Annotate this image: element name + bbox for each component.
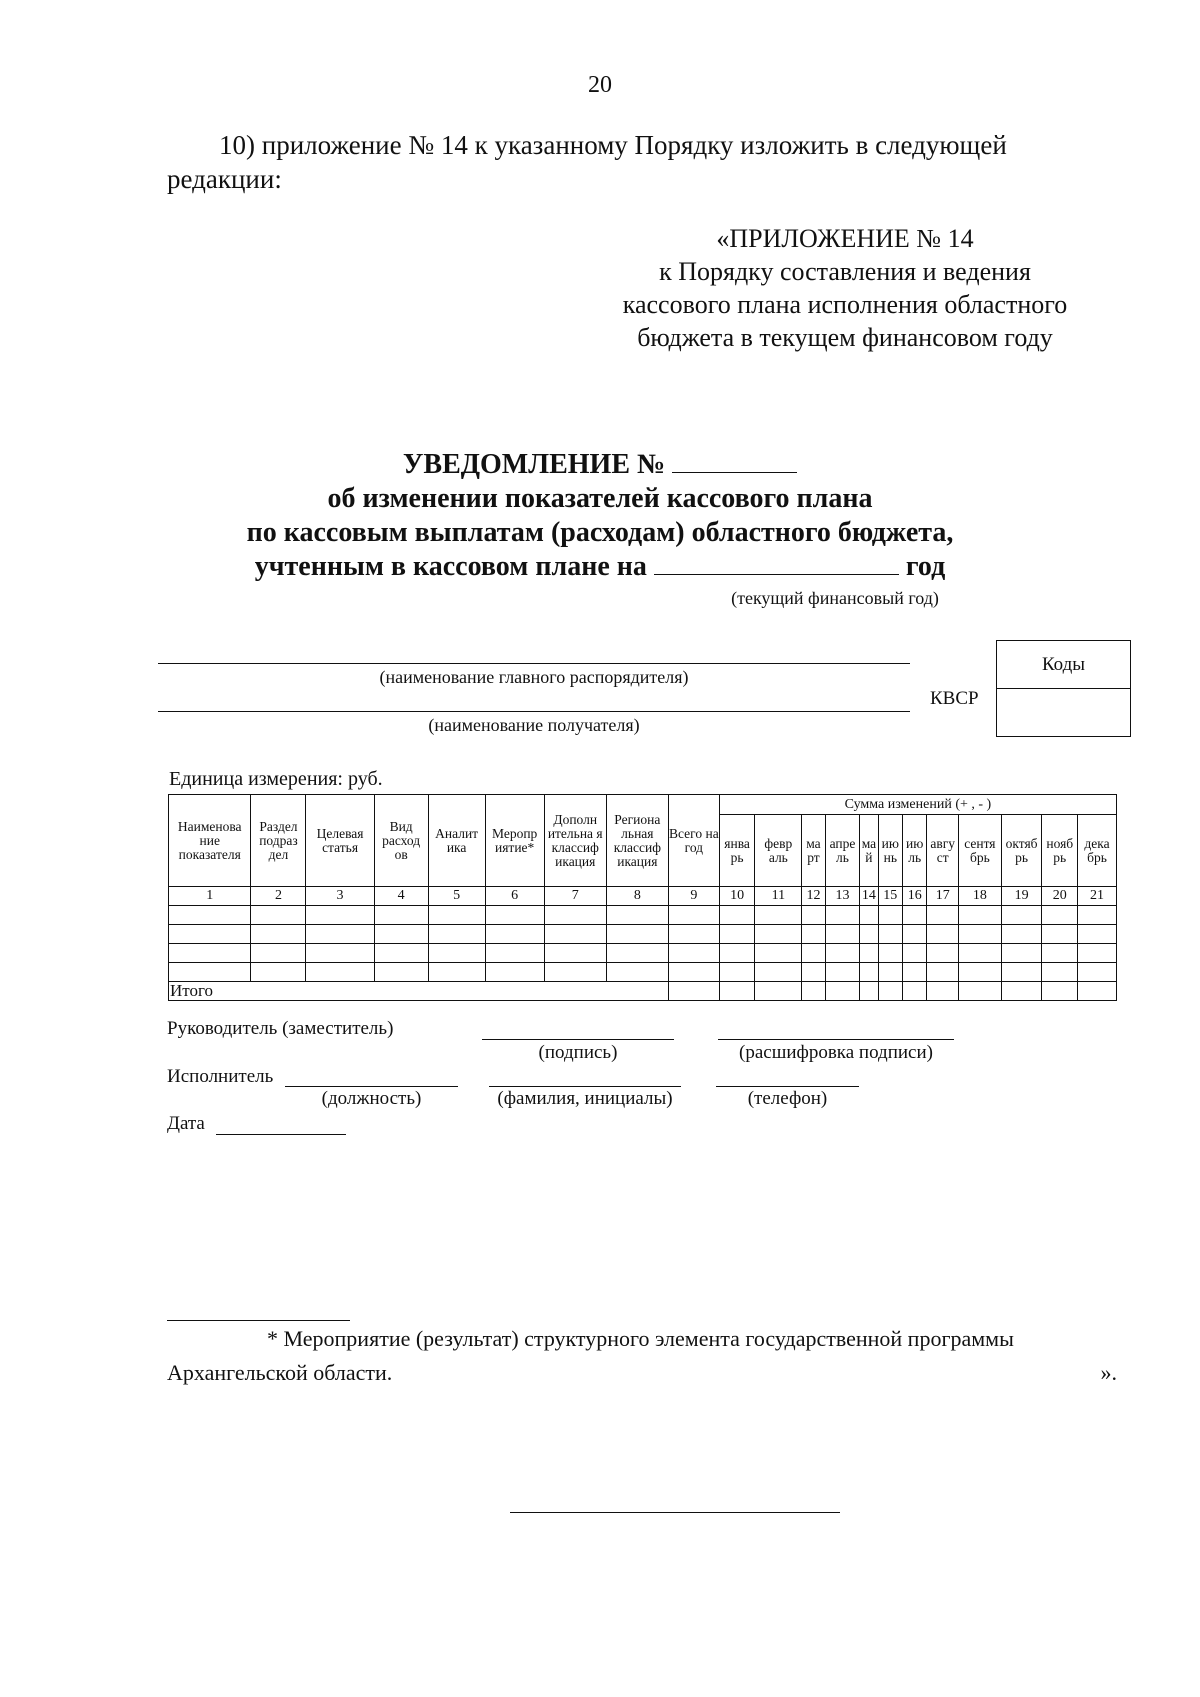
column-number-cell: 17 <box>927 887 959 906</box>
executor-label: Исполнитель <box>167 1066 274 1087</box>
name-caption: (фамилия, инициалы) <box>497 1088 673 1109</box>
table-cell[interactable] <box>306 906 374 925</box>
table-cell[interactable] <box>802 925 825 944</box>
table-cell[interactable] <box>485 906 544 925</box>
footnote <box>167 1322 1117 1390</box>
table-cell[interactable] <box>927 925 959 944</box>
table-cell[interactable] <box>719 963 755 982</box>
table-cell[interactable] <box>903 963 927 982</box>
notice-title: УВЕДОМЛЕНИЕ № <box>402 449 666 480</box>
column-number-cell: 11 <box>755 887 802 906</box>
column-number-cell: 5 <box>428 887 485 906</box>
table-cell[interactable] <box>1001 944 1042 963</box>
table-cell[interactable] <box>719 906 755 925</box>
table-cell[interactable] <box>668 944 719 963</box>
total-row <box>169 982 1117 1001</box>
table-cell[interactable] <box>958 944 1001 963</box>
main-manager-caption: (наименование главного распорядителя) <box>379 667 689 687</box>
table-row[interactable] <box>169 963 1117 982</box>
table-cell[interactable] <box>668 906 719 925</box>
table-cell[interactable] <box>755 963 802 982</box>
column-number-cell: 2 <box>251 887 306 906</box>
table-cell[interactable] <box>958 925 1001 944</box>
executor-phone-line[interactable] <box>716 1086 859 1087</box>
table-cell[interactable] <box>903 906 927 925</box>
codes-header: Коды <box>997 641 1130 689</box>
total-cell[interactable] <box>903 982 927 1001</box>
total-cell[interactable] <box>958 982 1001 1001</box>
table-header-row <box>169 795 1117 815</box>
column-number-cell: 14 <box>860 887 878 906</box>
notice-line-2: об изменении показателей кассового плана <box>327 483 873 514</box>
intro-paragraph <box>167 128 1117 196</box>
total-cell[interactable] <box>1078 982 1117 1001</box>
table-cell[interactable] <box>1042 944 1078 963</box>
table-cell[interactable] <box>1078 906 1117 925</box>
col-indicator-name: Наименова ние показателя <box>169 795 251 887</box>
col-month-oct: октяб рь <box>1001 815 1042 887</box>
table-cell[interactable] <box>374 963 428 982</box>
table-cell[interactable] <box>428 906 485 925</box>
appendix-line-4: бюджета в текущем финансовом году <box>637 323 1053 352</box>
table-cell[interactable] <box>1042 963 1078 982</box>
column-number-cell: 10 <box>719 887 755 906</box>
table-cell[interactable] <box>428 944 485 963</box>
table-cell[interactable] <box>860 963 878 982</box>
table-cell[interactable] <box>719 944 755 963</box>
appendix-line-2: к Порядку составления и ведения <box>659 257 1031 286</box>
total-cell[interactable] <box>860 982 878 1001</box>
head-label: Руководитель (заместитель) <box>167 1018 394 1039</box>
table-cell[interactable] <box>825 925 860 944</box>
col-month-apr: апре ль <box>825 815 860 887</box>
footnote-line-1: * Мероприятие (результат) структурного элемента государственной программы <box>267 1326 1014 1351</box>
table-row[interactable] <box>169 925 1117 944</box>
table-cell[interactable] <box>169 925 251 944</box>
table-cell[interactable] <box>1001 963 1042 982</box>
column-number-cell: 6 <box>485 887 544 906</box>
table-cell[interactable] <box>958 906 1001 925</box>
table-cell[interactable] <box>927 963 959 982</box>
col-month-mar: ма рт <box>802 815 825 887</box>
table-cell[interactable] <box>1042 925 1078 944</box>
column-number-cell: 9 <box>668 887 719 906</box>
table-cell[interactable] <box>1078 925 1117 944</box>
column-number-cell: 12 <box>802 887 825 906</box>
executor-name-line[interactable] <box>489 1086 681 1087</box>
table-cell[interactable] <box>755 906 802 925</box>
table-cell[interactable] <box>428 963 485 982</box>
column-number-cell: 16 <box>903 887 927 906</box>
table-cell[interactable] <box>485 925 544 944</box>
table-cell[interactable] <box>306 944 374 963</box>
notice-line-4-prefix: учтенным в кассовом плане на <box>254 551 647 582</box>
col-month-may: ма й <box>860 815 878 887</box>
table-cell[interactable] <box>544 906 606 925</box>
table-cell[interactable] <box>374 944 428 963</box>
table-cell[interactable] <box>668 925 719 944</box>
kvsr-code-cell[interactable] <box>997 689 1130 735</box>
table-cell[interactable] <box>860 944 878 963</box>
column-number-cell: 1 <box>169 887 251 906</box>
col-additional-classification: Дополн ительна я классиф икация <box>544 795 606 887</box>
total-cell[interactable] <box>802 982 825 1001</box>
col-month-sep: сентя брь <box>958 815 1001 887</box>
kvsr-label: КВСР <box>930 688 979 709</box>
head-signature-line[interactable] <box>482 1039 674 1040</box>
appendix-line-1: «ПРИЛОЖЕНИЕ № 14 <box>716 224 974 253</box>
col-regional-classification: Региона льная классиф икация <box>606 795 668 887</box>
intro-line-2: редакции: <box>167 164 282 194</box>
notice-line-4-suffix: год <box>905 551 946 582</box>
intro-line-1: 10) приложение № 14 к указанному Порядку изложить в следующей <box>219 130 1007 160</box>
recipient-caption: (наименование получателя) <box>428 715 640 735</box>
col-month-aug: авгу ст <box>927 815 959 887</box>
date-line[interactable] <box>216 1134 346 1135</box>
table-cell[interactable] <box>169 906 251 925</box>
total-cell[interactable] <box>1001 982 1042 1001</box>
table-cell[interactable] <box>802 944 825 963</box>
decode-caption: (расшифровка подписи) <box>739 1042 933 1063</box>
total-cell[interactable] <box>755 982 802 1001</box>
table-cell[interactable] <box>606 906 668 925</box>
table-cell[interactable] <box>903 925 927 944</box>
table-cell[interactable] <box>1001 906 1042 925</box>
col-section: Раздел подраз дел <box>251 795 306 887</box>
table-row[interactable] <box>169 906 1117 925</box>
table-cell[interactable] <box>544 944 606 963</box>
table-cell[interactable] <box>825 963 860 982</box>
table-cell[interactable] <box>306 963 374 982</box>
table-row[interactable] <box>169 944 1117 963</box>
table-cell[interactable] <box>802 906 825 925</box>
position-caption: (должность) <box>321 1088 422 1109</box>
table-cell[interactable] <box>169 944 251 963</box>
table-cell[interactable] <box>606 925 668 944</box>
table-cell[interactable] <box>169 963 251 982</box>
table-cell[interactable] <box>606 963 668 982</box>
total-cell[interactable] <box>1042 982 1078 1001</box>
table-cell[interactable] <box>1001 925 1042 944</box>
date-label: Дата <box>167 1113 205 1134</box>
head-decode-line[interactable] <box>718 1039 954 1040</box>
table-cell[interactable] <box>428 925 485 944</box>
table-cell[interactable] <box>544 925 606 944</box>
column-number-cell: 19 <box>1001 887 1042 906</box>
table-cell[interactable] <box>374 906 428 925</box>
table-cell[interactable] <box>755 944 802 963</box>
main-manager-line[interactable] <box>158 663 910 664</box>
table-cell[interactable] <box>802 963 825 982</box>
page-number: 20 <box>588 72 612 98</box>
column-number-row <box>169 887 1117 906</box>
col-month-jan: янва рь <box>719 815 755 887</box>
closing-quote: ». <box>1100 1360 1117 1385</box>
notice-number-blank[interactable] <box>672 472 797 473</box>
col-month-jul: ию ль <box>903 815 927 887</box>
table-cell[interactable] <box>958 963 1001 982</box>
table-cell[interactable] <box>251 925 306 944</box>
column-number-cell: 13 <box>825 887 860 906</box>
column-number-cell: 20 <box>1042 887 1078 906</box>
table-cell[interactable] <box>719 925 755 944</box>
table-cell[interactable] <box>755 925 802 944</box>
cash-plan-table <box>168 794 1117 1001</box>
col-month-nov: нояб рь <box>1042 815 1078 887</box>
column-number-cell: 7 <box>544 887 606 906</box>
table-cell[interactable] <box>1078 963 1117 982</box>
table-cell[interactable] <box>668 963 719 982</box>
table-cell[interactable] <box>860 925 878 944</box>
table-cell[interactable] <box>927 944 959 963</box>
total-cell[interactable] <box>825 982 860 1001</box>
notice-title-block <box>0 448 1200 584</box>
column-number-cell: 3 <box>306 887 374 906</box>
table-cell[interactable] <box>1042 906 1078 925</box>
bottom-rule <box>510 1512 840 1513</box>
footnote-separator <box>167 1320 350 1321</box>
table-cell[interactable] <box>374 925 428 944</box>
total-label: Итого <box>169 982 669 1001</box>
codes-box <box>996 640 1131 737</box>
total-cell[interactable] <box>927 982 959 1001</box>
table-cell[interactable] <box>878 906 902 925</box>
col-total-year: Всего на год <box>668 795 719 887</box>
table-cell[interactable] <box>860 906 878 925</box>
unit-label: Единица измерения: руб. <box>169 768 383 790</box>
col-month-dec: дека брь <box>1078 815 1117 887</box>
table-cell[interactable] <box>485 944 544 963</box>
column-number-cell: 8 <box>606 887 668 906</box>
total-cell[interactable] <box>668 982 719 1001</box>
column-number-cell: 18 <box>958 887 1001 906</box>
appendix-line-3: кассового плана исполнения областного <box>622 290 1068 319</box>
col-sum-of-changes: Сумма изменений (+ , - ) <box>719 795 1116 815</box>
table-cell[interactable] <box>878 925 902 944</box>
col-month-feb: февр аль <box>755 815 802 887</box>
year-caption: (текущий финансовый год) <box>731 588 939 608</box>
phone-caption: (телефон) <box>747 1088 828 1109</box>
table-cell[interactable] <box>825 944 860 963</box>
table-cell[interactable] <box>251 906 306 925</box>
executor-position-line[interactable] <box>285 1086 458 1087</box>
table-cell[interactable] <box>903 944 927 963</box>
table-cell[interactable] <box>606 944 668 963</box>
year-blank[interactable] <box>654 574 899 575</box>
column-number-cell: 4 <box>374 887 428 906</box>
col-event: Меропр иятие* <box>485 795 544 887</box>
recipient-line[interactable] <box>158 711 910 712</box>
total-cell[interactable] <box>719 982 755 1001</box>
notice-line-3: по кассовым выплатам (расходам) областного бюджета, <box>246 517 954 548</box>
table-cell[interactable] <box>544 963 606 982</box>
table-cell[interactable] <box>878 944 902 963</box>
table-cell[interactable] <box>825 906 860 925</box>
col-expense-type: Вид расход ов <box>374 795 428 887</box>
footnote-line-2: Архангельской области. <box>167 1360 393 1385</box>
table-cell[interactable] <box>251 944 306 963</box>
column-number-cell: 15 <box>878 887 902 906</box>
signature-caption: (подпись) <box>538 1042 618 1063</box>
table-cell[interactable] <box>306 925 374 944</box>
table-cell[interactable] <box>251 963 306 982</box>
table-cell[interactable] <box>927 906 959 925</box>
col-month-jun: ию нь <box>878 815 902 887</box>
appendix-header <box>560 222 1130 354</box>
col-target-article: Целевая статья <box>306 795 374 887</box>
table-cell[interactable] <box>1078 944 1117 963</box>
column-number-cell: 21 <box>1078 887 1117 906</box>
col-analytics: Аналит ика <box>428 795 485 887</box>
table-cell[interactable] <box>485 963 544 982</box>
total-cell[interactable] <box>878 982 902 1001</box>
table-cell[interactable] <box>878 963 902 982</box>
